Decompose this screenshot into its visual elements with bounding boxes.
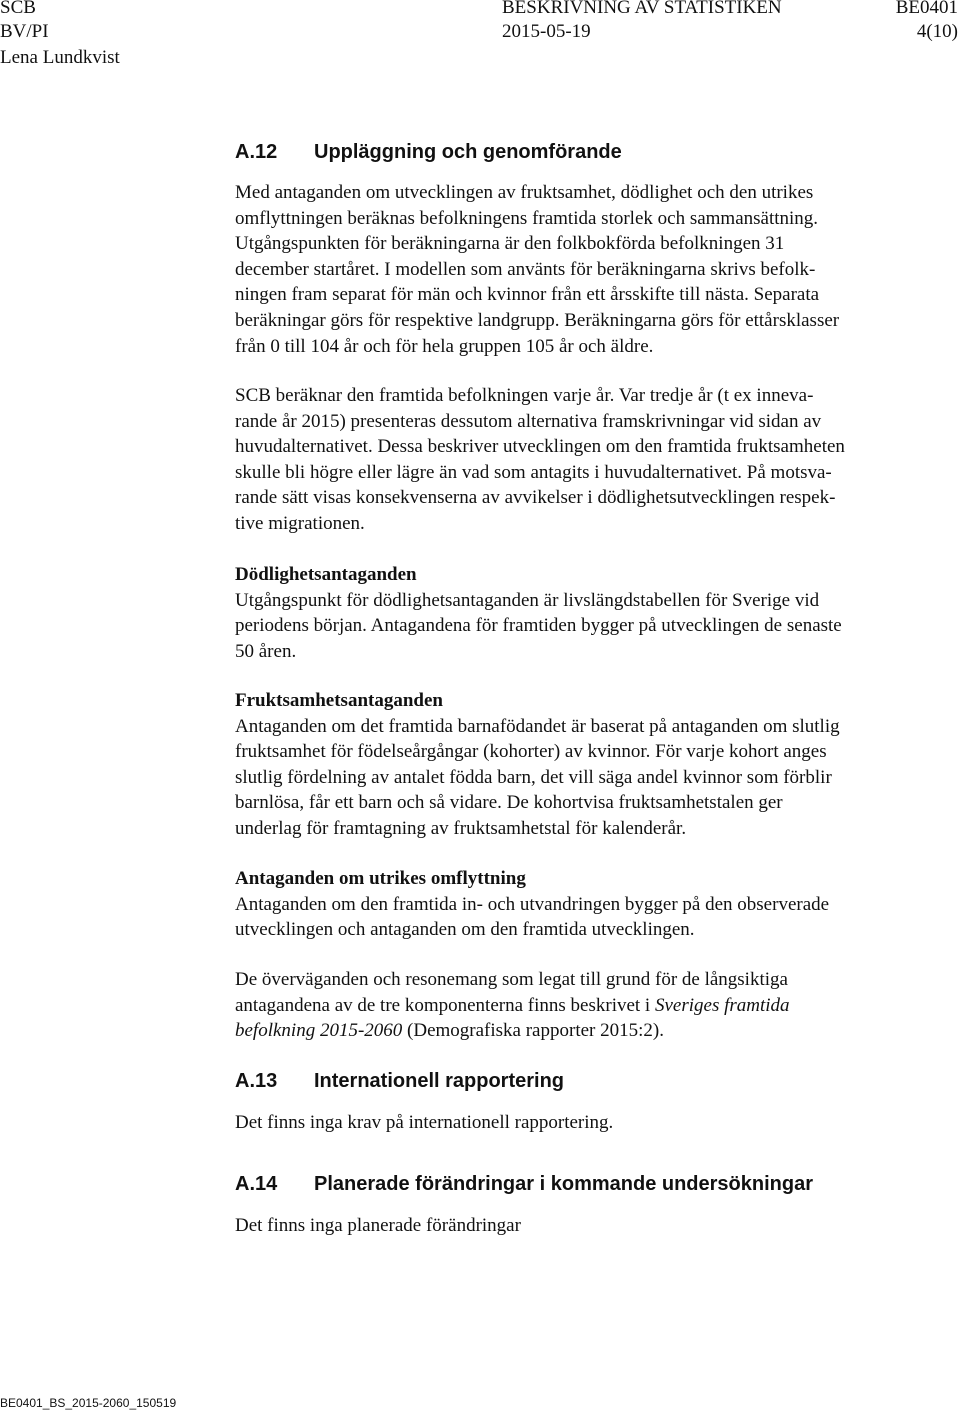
section-number: A.14 (235, 1173, 278, 1195)
section-title: Uppläggning och genomförande (314, 141, 622, 163)
text-line: huvudalternativet. Dessa beskriver utvecklingen om den framtida fruktsamheten (235, 436, 845, 458)
text-line: rande år 2015) presenteras dessutom alternativa framskrivningar vid sidan av (235, 410, 822, 432)
text-segment: (Demografiska rapporter 2015:2). (402, 1020, 664, 1042)
paragraph-mortality (235, 562, 960, 664)
subheading-fertility: Fruktsamhetsantaganden (235, 690, 443, 711)
text-line: Det finns inga planerade förändringar (235, 1215, 521, 1236)
text-line: utvecklingen och antaganden om den framtida utvecklingen. (235, 919, 695, 941)
paragraph-migration (235, 866, 960, 943)
text-line: fruktsamhet för födelseårgångar (kohorter) av kvinnor. För varje kohort anges (235, 741, 827, 763)
header-organization: SCB (0, 0, 36, 18)
text-line: underlag för framtagning av fruktsamhetstal för kalenderår. (235, 817, 687, 839)
section-number: A.12 (235, 141, 278, 163)
paragraph-closing (235, 967, 960, 1044)
text-line: SCB beräknar den framtida befolkningen varje år. Var tredje år (t ex inneva- (235, 385, 814, 406)
header-document-title: BESKRIVNING AV STATISTIKEN (502, 0, 782, 18)
text-line: rande sätt visas konsekvenserna av avvikelser i dödlighetsutvecklingen respek- (235, 487, 836, 509)
header-page-number: 4(10) (916, 21, 958, 42)
text-segment: antagandena av de tre komponenterna finns beskrivet i (235, 994, 655, 1016)
text-line: barnlösa, får ett barn och så vidare. De kohortvisa fruktsamhetstalen ger (235, 792, 783, 814)
text-line: Med antaganden om utvecklingen av fruktsamhet, dödlighet och den utrikes (235, 182, 814, 203)
header-author: Lena Lundkvist (0, 47, 120, 68)
section-heading-a13 (235, 1068, 564, 1094)
section-heading-a14 (235, 1171, 813, 1197)
text-line: omflyttningen beräknas befolkningens framtida storlek och sammansättning. (235, 207, 819, 229)
text-line (235, 993, 960, 1019)
section-number: A.13 (235, 1070, 278, 1092)
text-line (235, 1018, 960, 1044)
text-line: Utgångspunkt för dödlighetsantaganden är livslängdstabellen för Sverige vid (235, 589, 820, 611)
paragraph-method (235, 180, 960, 359)
text-line: Det finns inga krav på internationell rapportering. (235, 1112, 614, 1133)
header-unit: BV/PI (0, 21, 49, 42)
subheading-mortality: Dödlighetsantaganden (235, 564, 417, 585)
section-heading-a12 (235, 139, 622, 165)
paragraph-a13 (235, 1110, 960, 1136)
text-line: Utgångspunkten för beräkningarna är den folkbokförda befolkningen 31 (235, 233, 785, 255)
text-line: De överväganden och resonemang som legat till grund för de långsiktiga (235, 969, 788, 990)
text-line: 50 åren. (235, 640, 297, 662)
text-line: ningen fram separat för män och kvinnor från ett årsskifte till nästa. Separata (235, 284, 820, 306)
section-title: Internationell rapportering (314, 1070, 565, 1092)
text-line: december startåret. I modellen som använts för beräkningarna skrivs befolk- (235, 258, 816, 280)
text-line: skulle bli högre eller lägre än vad som antagits i huvudalternativet. På motsva- (235, 461, 832, 483)
section-title: Planerade förändringar i kommande undersökningar (314, 1173, 814, 1195)
text-line: slutlig fördelning av antalet födda barn, det vill säga andel kvinnor som förblir (235, 766, 832, 788)
footer-file-id: BE0401_BS_2015-2060_150519 (0, 1396, 177, 1410)
text-line: från 0 till 104 år och för hela gruppen 105 år och äldre. (235, 335, 654, 357)
text-line: tive migrationen. (235, 512, 365, 534)
paragraph-fertility (235, 688, 960, 842)
header-document-code: BE0401 (895, 0, 958, 18)
paragraph-alternatives (235, 383, 960, 537)
publication-title: befolkning 2015-2060 (235, 1020, 403, 1042)
header-date: 2015-05-19 (502, 21, 591, 42)
text-line: periodens början. Antagandena för framtiden bygger på utvecklingen de senaste (235, 615, 842, 637)
subheading-migration: Antaganden om utrikes omflyttning (235, 868, 526, 889)
publication-title: Sveriges framtida (654, 994, 790, 1016)
text-line: Antaganden om det framtida barnafödandet är baserat på antaganden om slutlig (235, 715, 840, 737)
paragraph-a14 (235, 1213, 960, 1239)
text-line: beräkningar görs för respektive landgrupp. Beräkningarna görs för ettårsklasser (235, 309, 840, 331)
text-line: Antaganden om den framtida in- och utvandringen bygger på den observerade (235, 893, 830, 915)
